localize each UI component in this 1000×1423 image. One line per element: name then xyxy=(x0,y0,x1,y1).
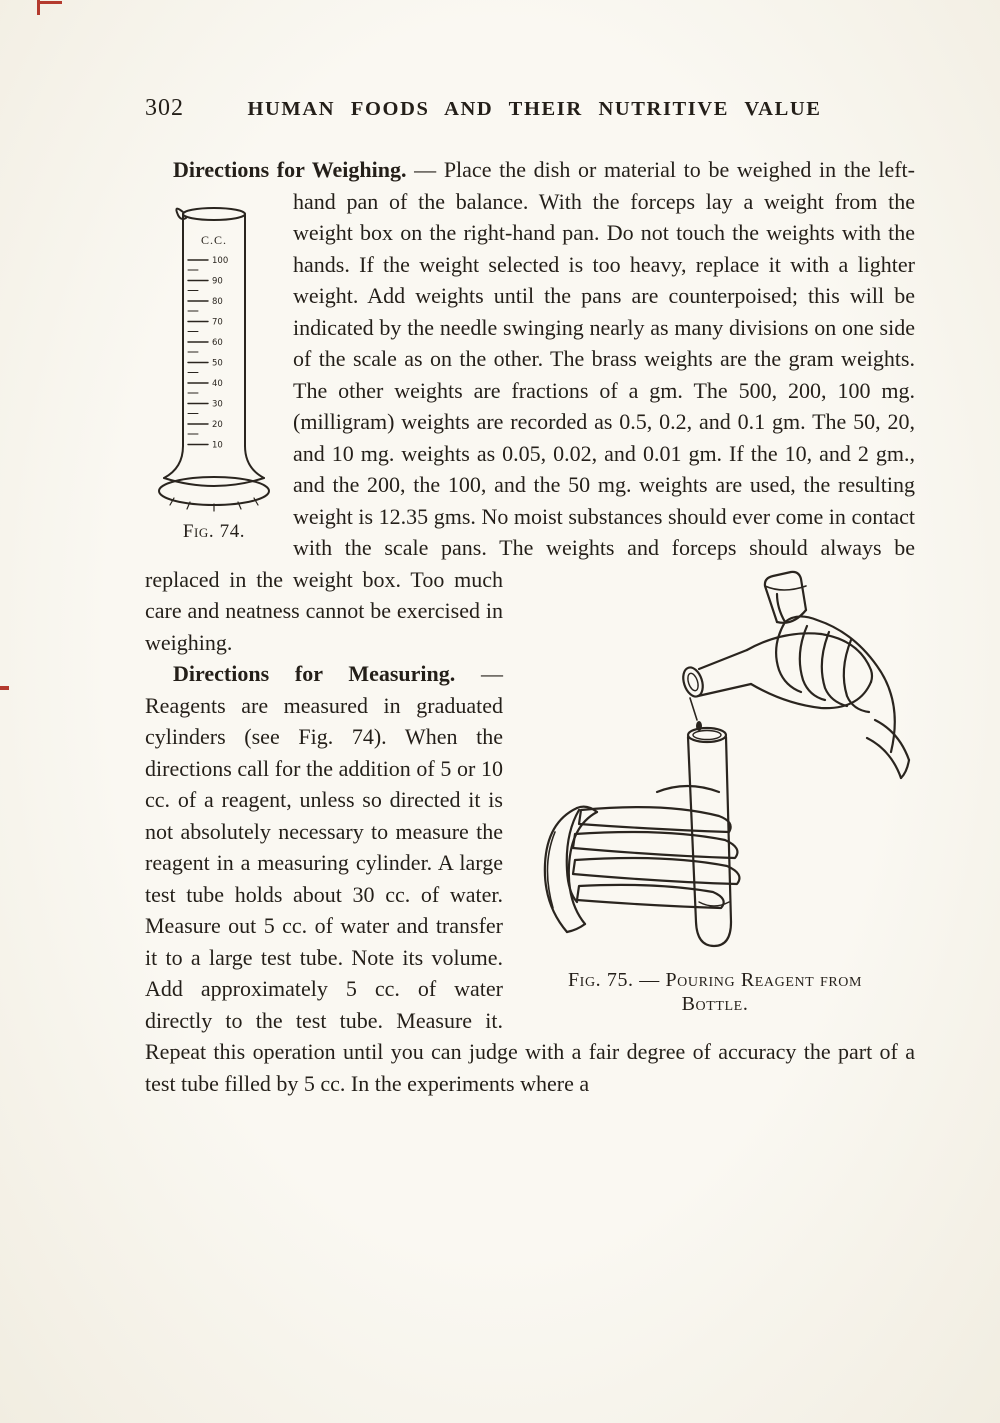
figure-75-caption xyxy=(515,968,915,1016)
weighing-heading: Directions for Weighing. xyxy=(173,157,407,182)
scale-mark-100: 100 xyxy=(212,255,229,266)
figure-74-caption: Fig. 74. xyxy=(182,520,246,542)
pouring-reagent-illustration xyxy=(515,570,915,962)
weighing-text-b: a weight from the weight box on the right-hand pan. Do not touch the weights with the hands. If the weight selected is too heavy, replace it with a lighter weight. Add weights until the pans are counterpoised; this will be indicated by the needle swinging nearly as many divisions on one side of the scale as on the other. The brass weights are the gram weights. The other weights are fractions of a gm. The 500, 200, 100 mg. (milligram) weights are recorded as 0.5, 0.2, and 0.1 gm. The 50, 20, and 10 mg. weights as 0.05, 0.02, and 0.01 gm. If the 10, and 2 gm., and the 200, the 100, and the 50 mg. weights are used, the resulting weight is 12.35 gms. No moist substances should ever come in contact with the scale pans. The weights and forceps should always be replaced in the weight box. Too much xyxy=(145,188,915,592)
scale-mark-10: 10 xyxy=(212,440,223,450)
scale-mark-40: 40 xyxy=(212,378,223,389)
scale-mark-30: 30 xyxy=(212,399,223,409)
figure-75 xyxy=(515,570,915,1016)
page-title: HUMAN FOODS AND THEIR NUTRITIVE VALUE xyxy=(247,98,822,120)
weighing-text-c: care and neatness cannot be exercised in weighing. xyxy=(145,598,503,655)
scale-mark-20: 20 xyxy=(212,419,223,430)
scale-mark-80: 80 xyxy=(212,296,223,307)
page-content xyxy=(145,95,915,1099)
page-number: 302 xyxy=(145,95,184,121)
scale-mark-60: 60 xyxy=(212,337,223,348)
figure-74 xyxy=(145,196,283,544)
scale-mark-70: 70 xyxy=(212,317,223,327)
cylinder-unit-label: C.C. xyxy=(200,232,228,247)
weighing-text-a: — Place the dish or material to be weighed in the left-hand pan of the balance. With the forceps lay xyxy=(293,157,915,214)
scan-mark-left-edge xyxy=(0,686,9,690)
measuring-text: — Reagents are measured in graduated cylinders (see Fig. 74). When the directions call for the addition of 5 or 10 cc. of a reagent, unless so directed it is not absolutely necessary to measure the reagent in a measuring cylinder. A large test tube holds about 30 cc. of water. Measure out 5 cc. of water and transfer it to a large test tube. Note its volume. Add approximately 5 cc. of water directly to the test tube. Measure it. Repeat this operation until you can judge with a fair degree of accuracy the part of a test tube filled by 5 cc. In the experiments where a xyxy=(145,661,915,1096)
figure-75-caption-line-2: Bottle. xyxy=(681,992,749,1015)
figure-75-caption-line-1: Fig. 75. — Pouring Reagent from xyxy=(567,968,863,991)
scale-mark-50: 50 xyxy=(212,358,223,368)
scan-mark-top-horizontal xyxy=(37,1,62,4)
running-header xyxy=(145,95,915,122)
graduated-cylinder-illustration xyxy=(152,196,276,514)
measuring-heading: Directions for Measuring. xyxy=(173,661,456,686)
scale-mark-90: 90 xyxy=(212,276,223,286)
